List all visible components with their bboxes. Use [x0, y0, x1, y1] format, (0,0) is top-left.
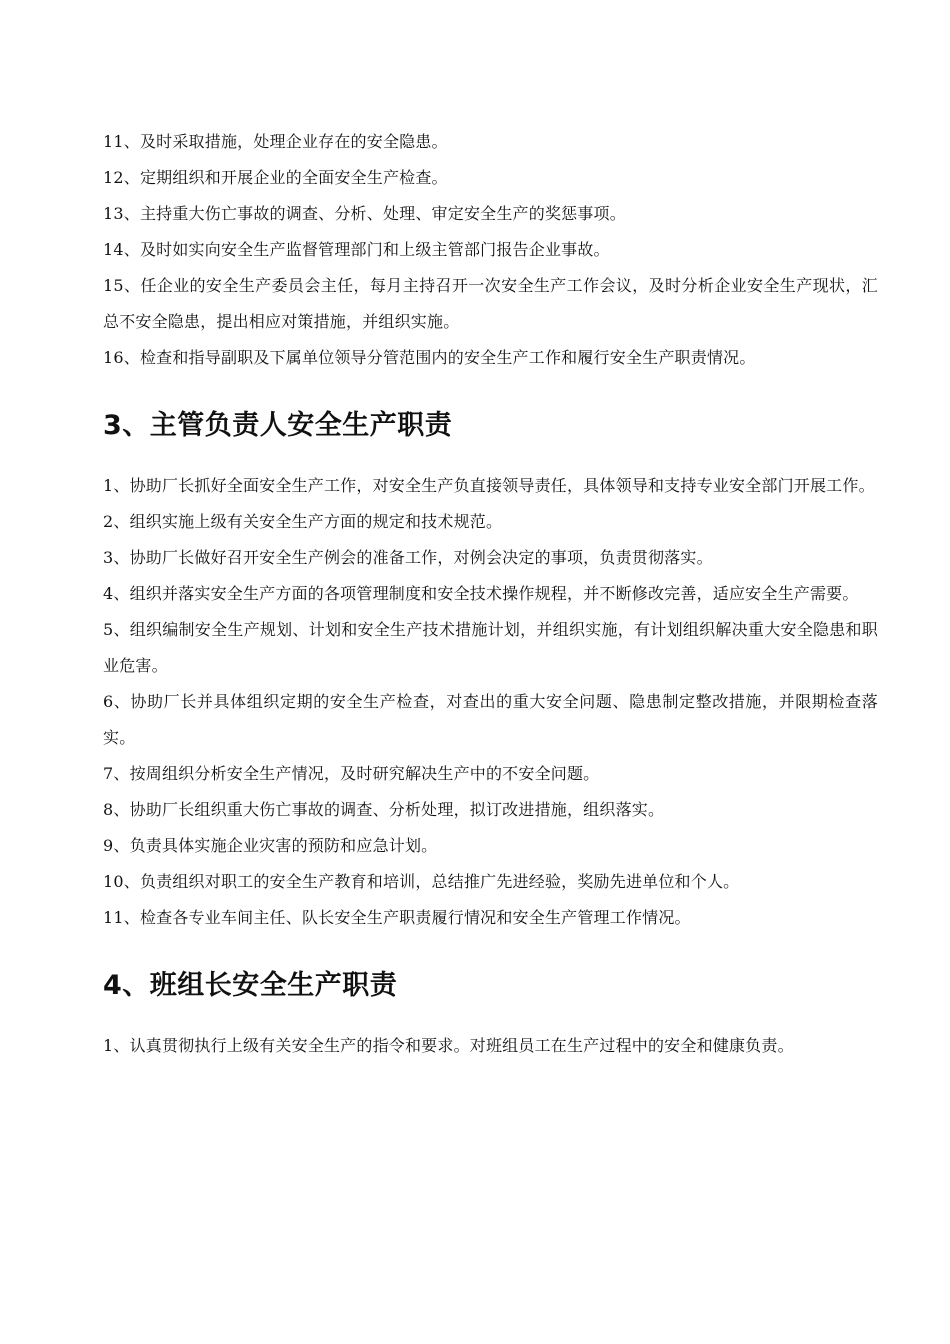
list-item: 3、协助厂长做好召开安全生产例会的准备工作，对例会决定的事项，负责贯彻落实。 [103, 548, 713, 567]
document-page [103, 124, 878, 1064]
list-item: 14、及时如实向安全生产监督管理部门和上级主管部门报告企业事故。 [103, 240, 610, 259]
list-item: 15、任企业的安全生产委员会主任，每月主持召开一次安全生产工作会议，及时分析企业安全生产现状，汇总不安全隐患，提出相应对策措施，并组织实施。 [103, 276, 878, 331]
list-item: 1、协助厂长抓好全面安全生产工作，对安全生产负直接领导责任，具体领导和支持专业安全部门开展工作。 [103, 476, 875, 495]
section-3-items [103, 468, 878, 936]
list-item: 13、主持重大伤亡事故的调查、分析、处理、审定安全生产的奖惩事项。 [103, 204, 626, 223]
list-item: 1、认真贯彻执行上级有关安全生产的指令和要求。对班组员工在生产过程中的安全和健康负责。 [103, 1036, 794, 1055]
list-item: 11、及时采取措施，处理企业存在的安全隐患。 [103, 132, 448, 151]
list-item: 7、按周组织分析安全生产情况，及时研究解决生产中的不安全问题。 [103, 764, 600, 783]
section-4-heading: 4、班组长安全生产职责 [103, 970, 398, 1001]
list-item: 9、负责具体实施企业灾害的预防和应急计划。 [103, 836, 438, 855]
list-item: 8、协助厂长组织重大伤亡事故的调查、分析处理，拟订改进措施，组织落实。 [103, 800, 665, 819]
list-item: 11、检查各专业车间主任、队长安全生产职责履行情况和安全生产管理工作情况。 [103, 908, 691, 927]
list-item: 4、组织并落实安全生产方面的各项管理制度和安全技术操作规程，并不断修改完善，适应安全生产需要。 [103, 584, 859, 603]
previous-section-items [103, 124, 878, 376]
section-3-heading: 3、主管负责人安全生产职责 [103, 410, 453, 441]
list-item: 10、负责组织对职工的安全生产教育和培训，总结推广先进经验，奖励先进单位和个人。 [103, 872, 740, 891]
list-item: 2、组织实施上级有关安全生产方面的规定和技术规范。 [103, 512, 503, 531]
list-item: 12、定期组织和开展企业的全面安全生产检查。 [103, 168, 448, 187]
list-item: 6、协助厂长并具体组织定期的安全生产检查，对查出的重大安全问题、隐患制定整改措施，并限期检查落实。 [103, 692, 878, 747]
section-4-items [103, 1028, 878, 1064]
list-item: 5、组织编制安全生产规划、计划和安全生产技术措施计划，并组织实施，有计划组织解决重大安全隐患和职业危害。 [103, 620, 878, 675]
list-item: 16、检查和指导副职及下属单位领导分管范围内的安全生产工作和履行安全生产职责情况。 [103, 348, 756, 367]
